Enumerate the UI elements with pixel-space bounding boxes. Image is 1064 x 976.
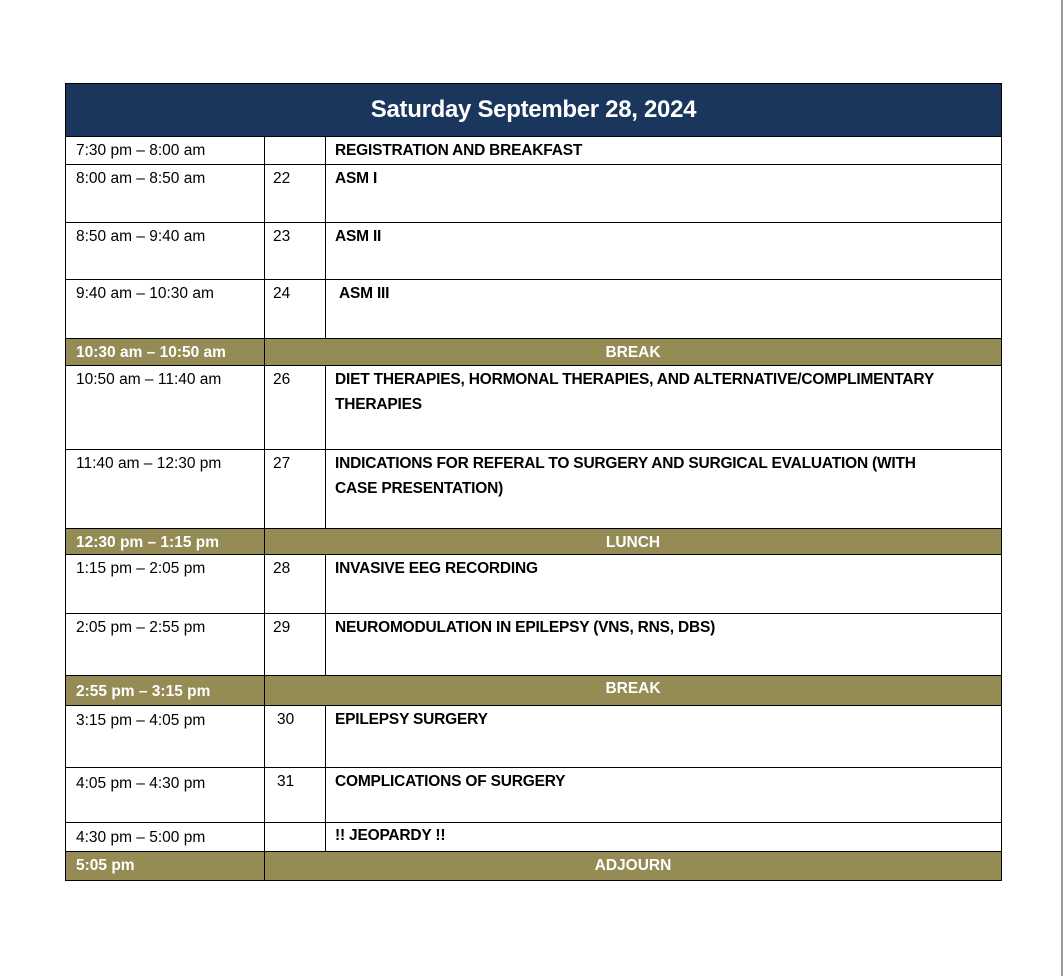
break-time: 5:05 pm <box>76 857 135 874</box>
session-title: !! JEOPARDY !! <box>325 823 1001 851</box>
session-number: 26 <box>264 366 325 449</box>
session-title: ASM I <box>325 165 1001 222</box>
session-time: 1:15 pm – 2:05 pm <box>76 560 206 577</box>
break-time: 2:55 pm – 3:15 pm <box>76 683 211 700</box>
session-time: 8:00 am – 8:50 am <box>76 170 206 187</box>
session-title: ASM III <box>325 280 1001 338</box>
break-time: 10:30 am – 10:50 am <box>76 344 226 361</box>
session-number: 23 <box>264 223 325 279</box>
table-row <box>65 706 1002 768</box>
schedule-title: Saturday September 28, 2024 <box>65 83 1002 137</box>
session-number: 22 <box>264 165 325 222</box>
table-row <box>65 768 1002 823</box>
break-label: LUNCH <box>264 529 1001 554</box>
session-title: DIET THERAPIES, HORMONAL THERAPIES, AND ALTERNATIVE/COMPLIMENTARY THERAPIES <box>325 366 1001 449</box>
session-time: 7:30 pm – 8:00 am <box>76 142 206 159</box>
table-row <box>65 280 1002 339</box>
session-time: 4:05 pm – 4:30 pm <box>76 775 206 792</box>
session-number <box>264 137 325 164</box>
table-row <box>65 823 1002 852</box>
table-row <box>65 137 1002 165</box>
session-title: REGISTRATION AND BREAKFAST <box>325 137 1001 164</box>
session-time: 8:50 am – 9:40 am <box>76 228 206 245</box>
break-label: BREAK <box>264 339 1001 365</box>
session-title: EPILEPSY SURGERY <box>325 706 1001 767</box>
break-label: BREAK <box>264 676 1001 705</box>
session-number: 27 <box>264 450 325 528</box>
break-time: 12:30 pm – 1:15 pm <box>76 534 220 551</box>
adjourn-row <box>65 852 1002 881</box>
session-number <box>264 823 325 851</box>
page-edge-line <box>1061 0 1063 976</box>
session-time: 4:30 pm – 5:00 pm <box>76 829 206 846</box>
session-number: 31 <box>264 768 325 822</box>
table-row <box>65 614 1002 676</box>
table-row <box>65 555 1002 614</box>
session-title: INVASIVE EEG RECORDING <box>325 555 1001 613</box>
session-number: 29 <box>264 614 325 675</box>
session-title: NEUROMODULATION IN EPILEPSY (VNS, RNS, DBS) <box>325 614 1001 675</box>
table-row <box>65 450 1002 529</box>
table-row <box>65 366 1002 450</box>
break-row <box>65 339 1002 366</box>
session-time: 11:40 am – 12:30 pm <box>76 455 222 472</box>
break-label: ADJOURN <box>264 852 1001 880</box>
table-row <box>65 165 1002 223</box>
lunch-row <box>65 529 1002 555</box>
session-time: 9:40 am – 10:30 am <box>76 285 214 302</box>
session-time: 3:15 pm – 4:05 pm <box>76 712 206 729</box>
session-number: 30 <box>264 706 325 767</box>
session-title: ASM II <box>325 223 1001 279</box>
break-row <box>65 676 1002 706</box>
session-time: 10:50 am – 11:40 am <box>76 371 222 388</box>
session-title: COMPLICATIONS OF SURGERY <box>325 768 1001 822</box>
table-row <box>65 223 1002 280</box>
session-time: 2:05 pm – 2:55 pm <box>76 619 206 636</box>
session-number: 28 <box>264 555 325 613</box>
session-number: 24 <box>264 280 325 338</box>
session-title: INDICATIONS FOR REFERAL TO SURGERY AND SURGICAL EVALUATION (WITH CASE PRESENTATION) <box>325 450 1001 528</box>
